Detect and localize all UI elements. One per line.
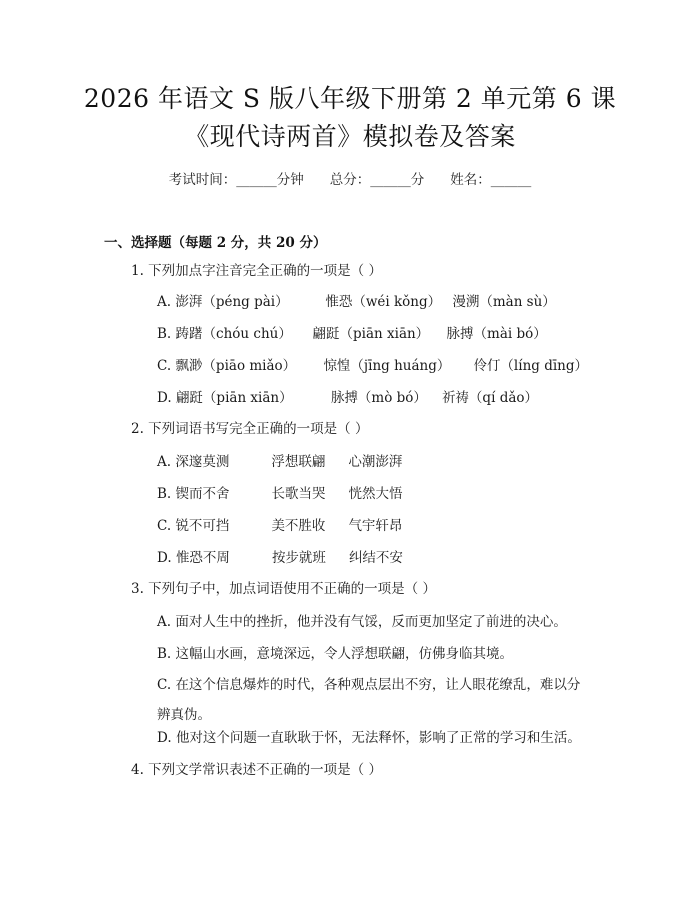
option-letter: D. — [157, 390, 172, 406]
exam-title-line1: 2026 年语文 S 版八年级下册第 2 单元第 6 课 — [83, 84, 617, 113]
option-item: 长歌当哭 — [271, 486, 326, 502]
option-item: 脉搏（mài bó） — [446, 326, 547, 342]
student-name-field: 姓名：______ — [450, 172, 532, 188]
option-item: 锲而不舍 — [175, 486, 230, 502]
question-2-stem: 2. 下列词语书写完全正确的一项是（ ） — [131, 421, 369, 437]
question-1-option-a — [157, 292, 556, 312]
option-item: 锐不可挡 — [175, 518, 230, 534]
question-2-option-d — [157, 548, 403, 568]
question-3-option-a — [157, 612, 567, 632]
question-3-option-c — [104, 670, 584, 730]
question-3-option-b — [157, 644, 513, 664]
option-letter: C. — [157, 358, 172, 374]
option-item: 飘渺（piāo miǎo） — [175, 358, 297, 374]
exam-title-line2: 《现代诗两首》模拟卷及答案 — [184, 122, 516, 151]
option-letter: A. — [157, 294, 172, 310]
option-item: 恍然大悟 — [348, 486, 403, 502]
option-item: 按步就班 — [271, 550, 326, 566]
option-item: 踌躇（chóu chú） — [175, 326, 292, 342]
question-2-option-a — [157, 452, 402, 472]
option-item: 祈祷（qí dǎo） — [441, 390, 539, 406]
section-heading-choice: 一、选择题（每题 2 分，共 20 分） — [104, 235, 327, 251]
option-letter: D. — [157, 730, 172, 746]
option-text: 面对人生中的挫折，他并没有气馁，反而更加坚定了前进的决心。 — [175, 614, 567, 630]
question-1-stem: 1. 下列加点字注音完全正确的一项是（ ） — [131, 263, 382, 279]
question-1-option-c — [157, 356, 588, 376]
option-item: 翩跹（piān xiān） — [312, 326, 430, 342]
option-letter: B. — [157, 326, 172, 342]
option-item: 惟恐不周 — [175, 550, 230, 566]
option-item: 翩跹（piān xiān） — [175, 390, 293, 406]
option-text: 这幅山水画，意境深远，令人浮想联翩，仿佛身临其境。 — [175, 646, 514, 662]
option-item: 深邃莫测 — [175, 454, 230, 470]
option-item: 伶仃（líng dīng） — [473, 358, 588, 374]
exam-meta — [0, 168, 700, 188]
option-item: 脉搏（mò bó） — [330, 390, 427, 406]
option-text: 在这个信息爆炸的时代，各种观点层出不穷，让人眼花缭乱，难以分辨真伪。 — [157, 677, 581, 723]
option-item: 气宇轩昂 — [348, 518, 403, 534]
question-3-stem: 3. 下列句子中，加点词语使用不正确的一项是（ ） — [131, 581, 436, 597]
option-letter: A. — [157, 614, 172, 630]
option-item: 惊惶（jīng huáng） — [323, 358, 451, 374]
option-item: 澎湃（péng pài） — [175, 294, 289, 310]
question-1-option-d — [157, 388, 538, 408]
option-letter: B. — [157, 646, 172, 662]
option-letter: B. — [157, 486, 172, 502]
option-letter: D. — [157, 550, 172, 566]
option-item: 浮想联翩 — [271, 454, 326, 470]
option-letter: C. — [157, 677, 172, 693]
question-4-stem: 4. 下列文学常识表述不正确的一项是（ ） — [131, 762, 382, 778]
question-3-option-d — [157, 728, 581, 748]
option-item: 纠结不安 — [348, 550, 403, 566]
option-item: 惟恐（wéi kǒng） — [325, 294, 442, 310]
question-1-option-b — [157, 324, 547, 344]
question-2-option-c — [157, 516, 402, 536]
option-letter: C. — [157, 518, 172, 534]
option-letter: A. — [157, 454, 172, 470]
option-item: 美不胜收 — [271, 518, 326, 534]
total-score-field: 总分：______分 — [329, 172, 425, 188]
option-text: 他对这个问题一直耿耿于怀，无法释怀，影响了正常的学习和生活。 — [175, 730, 581, 746]
exam-time-field: 考试时间：______分钟 — [168, 172, 304, 188]
option-item: 漫溯（màn sù） — [452, 294, 556, 310]
question-2-option-b — [157, 484, 403, 504]
option-item: 心潮澎湃 — [348, 454, 403, 470]
